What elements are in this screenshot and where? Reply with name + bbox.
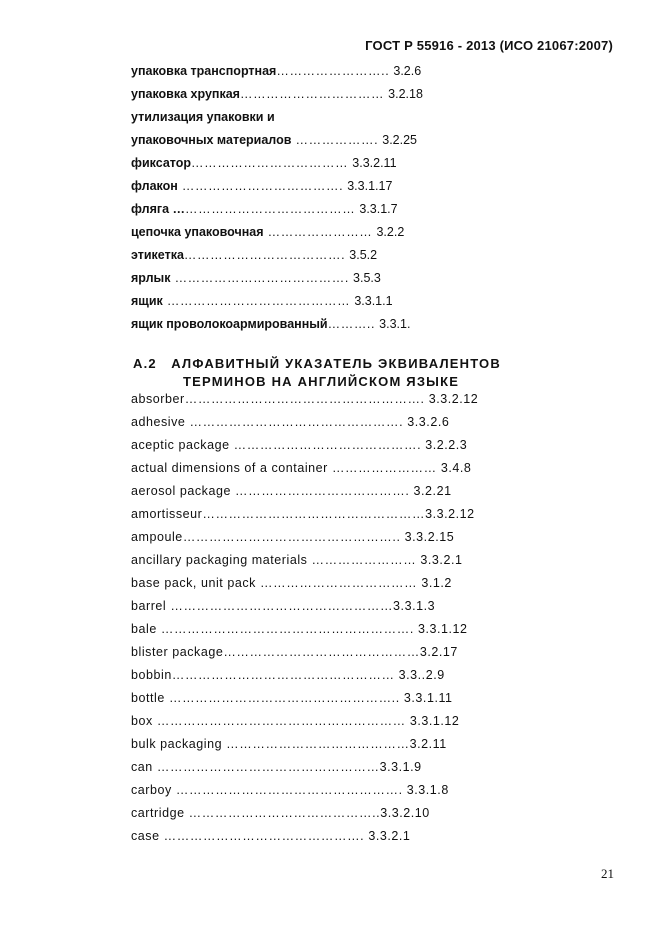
leader-dots: …………………………………. xyxy=(230,484,414,498)
leader-dots: …………………………………………… xyxy=(171,668,399,682)
index-reference: 3.3.2.12 xyxy=(425,507,475,521)
index-reference: 3.3.1.7 xyxy=(359,202,398,216)
leader-dots: …………………………………… xyxy=(162,294,355,308)
index-reference: 3.3.1. xyxy=(379,317,411,331)
leader-dots: ……………………………………. xyxy=(229,438,426,452)
index-reference: 3.3..2.9 xyxy=(398,668,445,682)
index-entry xyxy=(131,391,478,407)
index-entry xyxy=(131,201,398,217)
index-term: bottle xyxy=(131,691,165,705)
index-entry xyxy=(131,713,459,729)
index-term: флакон xyxy=(131,179,178,193)
index-reference: 3.3.2.10 xyxy=(380,806,430,820)
index-term: ampoule xyxy=(131,530,183,544)
index-entry xyxy=(131,759,422,775)
index-entry xyxy=(131,736,447,752)
index-entry xyxy=(131,247,377,263)
index-entry xyxy=(131,132,417,148)
leader-dots: …………………… xyxy=(263,225,377,239)
index-reference: 3.3.2.15 xyxy=(404,530,455,544)
leader-dots: …………………….. xyxy=(276,64,394,78)
index-term: base pack, unit pack xyxy=(131,576,256,590)
index-term: ящик xyxy=(131,294,163,308)
leader-dots: ……………………………………………. xyxy=(171,783,407,797)
index-reference: 3.3.2.11 xyxy=(352,156,397,170)
index-entry xyxy=(131,414,449,430)
index-reference: 3.2.21 xyxy=(413,484,452,498)
leader-dots: ……………………………… xyxy=(191,156,353,170)
index-entry xyxy=(131,86,423,102)
section-title-line1: АЛФАВИТНЫЙ УКАЗАТЕЛЬ ЭКВИВАЛЕНТОВ xyxy=(171,356,501,371)
leader-dots: ………………………………………. xyxy=(159,829,369,843)
index-term: bulk packaging xyxy=(131,737,223,751)
leader-dots: …………………………………………………. xyxy=(156,622,418,636)
leader-dots: ………………………………… xyxy=(185,202,360,216)
leader-dots: ………………. xyxy=(291,133,383,147)
index-reference: 3.3.2.1 xyxy=(368,829,411,843)
index-term: упаковка транспортная xyxy=(131,64,277,78)
index-term: aerosol package xyxy=(131,484,231,498)
index-entry xyxy=(131,506,475,522)
index-reference: 3.3.2.12 xyxy=(428,392,479,406)
index-reference: 3.2.2.3 xyxy=(425,438,468,452)
leader-dots: …………………………………….. xyxy=(184,806,381,820)
index-reference: 3.3.1.12 xyxy=(417,622,468,636)
leader-dots: ………………………………………………. xyxy=(184,392,429,406)
leader-dots: …………………………………… xyxy=(222,737,410,751)
index-reference: 3.3.1.3 xyxy=(393,599,436,613)
index-reference: 3.2.11 xyxy=(409,737,447,751)
index-term: фляга … xyxy=(131,202,185,216)
leader-dots: …………………………………………….. xyxy=(164,691,404,705)
document-header: ГОСТ Р 55916 - 2013 (ИСО 21067:2007) xyxy=(365,38,613,53)
index-entry xyxy=(131,293,393,309)
index-term: bale xyxy=(131,622,157,636)
section-number: А.2 xyxy=(133,356,157,371)
section-heading xyxy=(133,356,501,371)
leader-dots: …………………………………. xyxy=(170,271,354,285)
index-entry xyxy=(131,575,452,591)
index-term: bobbin xyxy=(131,668,172,682)
index-reference: 3.5.3 xyxy=(353,271,381,285)
index-entry xyxy=(131,316,410,332)
index-term: absorber xyxy=(131,392,185,406)
index-term: фиксатор xyxy=(131,156,191,170)
index-entry xyxy=(131,224,404,240)
index-entry xyxy=(131,805,430,821)
index-reference: 3.3.1.11 xyxy=(403,691,453,705)
index-entry xyxy=(131,270,381,286)
index-entry xyxy=(131,460,471,476)
index-reference: 3.2.6 xyxy=(393,64,422,78)
leader-dots: ………………………………. xyxy=(177,179,348,193)
index-entry xyxy=(131,437,467,453)
index-term: can xyxy=(131,760,153,774)
index-reference: 3.3.1.8 xyxy=(406,783,449,797)
leader-dots: …………………………………………… xyxy=(152,760,380,774)
index-term: ящик проволокоармированный xyxy=(131,317,328,331)
index-entry xyxy=(131,529,454,545)
index-entry xyxy=(131,178,392,194)
index-entry xyxy=(131,621,468,637)
leader-dots: …………………………………………. xyxy=(185,415,408,429)
index-reference: 3.3.2.1 xyxy=(420,553,463,567)
index-term: case xyxy=(131,829,160,843)
leader-dots: ………………………………. xyxy=(183,248,350,262)
index-entry xyxy=(131,155,397,171)
index-term: упаковочных материалов xyxy=(131,133,292,147)
index-entry xyxy=(131,828,410,844)
index-term: ярлык xyxy=(131,271,171,285)
index-term: цепочка упаковочная xyxy=(131,225,264,239)
index-term: утилизация упаковки и xyxy=(131,110,275,124)
index-term: blister package xyxy=(131,645,224,659)
index-entry xyxy=(131,644,458,660)
index-term: этикетка xyxy=(131,248,184,262)
index-entry xyxy=(131,483,452,499)
index-reference: 3.5.2 xyxy=(349,248,378,262)
index-reference: 3.2.17 xyxy=(419,645,458,659)
leader-dots: …………………… xyxy=(307,553,421,567)
leader-dots: ……………………………………… xyxy=(223,645,420,659)
leader-dots: …………………… xyxy=(327,461,441,475)
index-term: actual dimensions of a container xyxy=(131,461,328,475)
index-reference: 3.2.25 xyxy=(382,133,418,147)
index-reference: 3.2.2 xyxy=(376,225,405,239)
index-term: box xyxy=(131,714,153,728)
index-term: cartridge xyxy=(131,806,185,820)
leader-dots: ………………………………………………… xyxy=(152,714,410,728)
index-entry xyxy=(131,690,453,706)
index-term: aceptic package xyxy=(131,438,230,452)
index-reference: 3.3.1.17 xyxy=(347,179,393,193)
index-entry xyxy=(131,109,275,125)
index-entry xyxy=(131,667,445,683)
leader-dots: …………………………………………… xyxy=(166,599,394,613)
index-reference: 3.3.2.6 xyxy=(407,415,450,429)
index-reference: 3.3.1.1 xyxy=(354,294,393,308)
index-reference: 3.1.2 xyxy=(421,576,452,590)
leader-dots: …………………………………………… xyxy=(202,507,426,521)
index-entry xyxy=(131,782,449,798)
index-reference: 3.3.1.9 xyxy=(379,760,422,774)
index-entry xyxy=(131,63,421,79)
leader-dots: ……………………………… xyxy=(255,576,422,590)
section-title-line2: ТЕРМИНОВ НА АНГЛИЙСКОМ ЯЗЫКЕ xyxy=(183,374,460,389)
index-reference: 3.2.18 xyxy=(388,87,423,101)
index-term: упаковка хрупкая xyxy=(131,87,240,101)
index-term: carboy xyxy=(131,783,172,797)
leader-dots: ……….. xyxy=(327,317,380,331)
index-term: ancillary packaging materials xyxy=(131,553,308,567)
index-term: barrel xyxy=(131,599,167,613)
index-entry xyxy=(131,598,435,614)
index-term: amortisseur xyxy=(131,507,203,521)
leader-dots: …………………………… xyxy=(239,87,389,101)
page-number: 21 xyxy=(601,866,614,881)
index-term: adhesive xyxy=(131,415,186,429)
index-reference: 3.3.1.12 xyxy=(409,714,460,728)
index-entry xyxy=(131,552,462,568)
index-reference: 3.4.8 xyxy=(440,461,472,475)
leader-dots: ………………………………………….. xyxy=(182,530,405,544)
